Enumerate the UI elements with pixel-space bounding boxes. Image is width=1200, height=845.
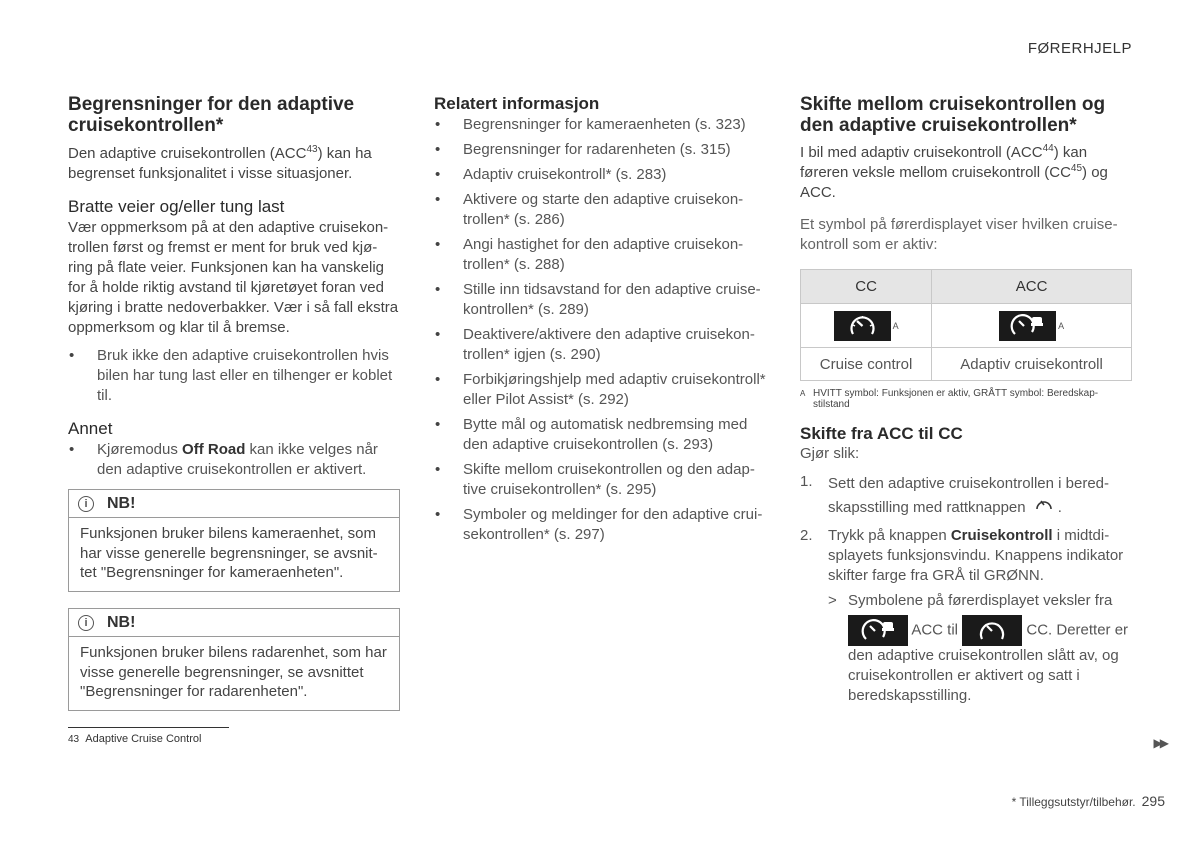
cc-gauge-icon: [834, 311, 891, 341]
heading-related-info: Relatert informasjon: [434, 94, 600, 113]
related-link[interactable]: • Begrensninger for kameraenheten (s. 323): [434, 115, 768, 135]
bullet-off-road: • Kjøremodus Off Road kan ikke velges når den adaptive cruisekontrollen er aktivert.: [68, 440, 402, 480]
intro-paragraph: I bil med adaptiv cruisekontroll (ACC$^{44}$) kan føreren veksle mellom cruisekontroll (CC$^{45}$) og ACC.: [800, 143, 1108, 201]
table-cell-cc-icon: A: [801, 304, 932, 348]
cc-acc-table: [800, 269, 1132, 381]
column-related-info: [434, 94, 768, 545]
table-cell-acc-icon: A: [932, 304, 1132, 348]
related-link[interactable]: • Bytte mål og automatisk nedbremsing med den adaptive cruisekontrollen (s. 293): [434, 415, 768, 455]
page-number: 295: [1141, 793, 1165, 809]
related-link[interactable]: • Begrensninger for radarenheten (s. 315): [434, 140, 768, 160]
section-header: FØRERHJELP: [1027, 40, 1132, 57]
heading-limitations: Begrensninger for den adaptive cruisekontrollen*: [68, 94, 355, 136]
page-footer: * Tilleggsutstyr/tilbehør. 295: [1011, 793, 1165, 809]
bullet-heavy-load: • Bruk ikke den adaptive cruisekontrollen hvis bilen har tung last eller en tilhenger er koblet til.: [68, 346, 402, 406]
note-radar: [68, 608, 400, 711]
table-footnote: A HVITT symbol: Funksjonen er aktiv, GRÅTT symbol: Beredskap-stilstand: [800, 388, 1099, 410]
column-limitations: [68, 94, 402, 700]
table-header-acc: ACC: [932, 270, 1132, 304]
column-switching: [800, 94, 1134, 706]
footnote-divider: [68, 727, 229, 728]
table-header-cc: CC: [801, 270, 932, 304]
table-label-cc: Cruise control: [801, 348, 932, 381]
symbol-paragraph: Et symbol på førerdisplayet viser hvilken cruise-kontroll som er aktiv:: [800, 216, 1118, 253]
note-text: Funksjonen bruker bilens radarenhet, som har visse generelle begrensninger, se avsnittet "Begrensninger for radarenheten".: [80, 644, 387, 700]
related-link[interactable]: • Deaktivere/aktivere den adaptive cruisekon-trollen* igjen (s. 290): [434, 325, 768, 365]
heading-steep-roads: Bratte veier og/eller tung last: [68, 197, 285, 216]
note-camera: [68, 489, 400, 592]
cc-gauge-icon: [962, 615, 1022, 646]
acc-gauge-car-icon: [848, 615, 908, 646]
heading-acc-to-cc: Skifte fra ACC til CC: [800, 424, 963, 443]
note-text: Funksjonen bruker bilens kameraenhet, som har visse generelle begrensninger, se avsnit-tet "Begrensninger for kameraenheten".: [80, 525, 378, 581]
note-header: i NB!: [69, 490, 399, 518]
steep-paragraph: Vær oppmerksom på at den adaptive cruisekon-trollen først og fremst er ment for bruk ved kjø-ring på flate veier. Funksjonen kan ha vanskelig for å holde riktig avstand til kjøretøyet foran ved kjøring i bratte nedoverbakker. Vær i så fall ekstra oppmerksom og klar til å bremse.: [68, 219, 399, 336]
heading-other: Annet: [68, 419, 113, 438]
do-this-label: Gjør slik:: [800, 445, 860, 462]
related-link[interactable]: • Aktivere og starte den adaptive cruisekon-trollen* (s. 286): [434, 190, 768, 230]
intro-paragraph: Den adaptive cruisekontrollen (ACC$^{43}$) kan ha begrenset funksjonalitet i visse situasjoner.: [68, 144, 372, 182]
related-link[interactable]: • Forbikjøringshjelp med adaptiv cruisekontroll* eller Pilot Assist* (s. 292): [434, 370, 768, 410]
related-link[interactable]: • Symboler og meldinger for den adaptive crui-sekontrollen* (s. 297): [434, 505, 768, 545]
related-link[interactable]: • Angi hastighet for den adaptive cruisekon-trollen* (s. 288): [434, 235, 768, 275]
related-link[interactable]: • Skifte mellom cruisekontrollen og den adap-tive cruisekontrollen* (s. 295): [434, 460, 768, 500]
related-link[interactable]: • Adaptiv cruisekontroll* (s. 283): [434, 165, 768, 185]
related-links-list: [434, 115, 768, 545]
double-arrow-right-icon[interactable]: ▶▶: [1153, 736, 1166, 750]
info-icon: i: [78, 615, 94, 631]
note-header: i NB!: [69, 609, 399, 637]
step-result: > Symbolene på førerdisplayet veksler fra ACC til CC. Deretter er den adaptive cruisekontrollen slått av, og cruisekontrollen er aktivert og satt i beredskapsstilling.: [828, 591, 1134, 706]
acc-gauge-car-icon: [999, 311, 1056, 341]
footnote: 43 Adaptive Cruise Control: [68, 733, 202, 745]
steering-wheel-button-icon: [1034, 496, 1054, 520]
table-label-acc: Adaptiv cruisekontroll: [932, 348, 1132, 381]
related-link[interactable]: • Stille inn tidsavstand for den adaptive cruise-kontrollen* (s. 289): [434, 280, 768, 320]
heading-switching: Skifte mellom cruisekontrollen og den adaptive cruisekontrollen*: [800, 94, 1106, 136]
result-icons-line: ACC til CC. Deretter er den adaptive cruisekontrollen slått av, og cruisekontrollen er aktivert og satt i beredskapsstilling.: [848, 615, 1134, 706]
step-1: 1. Sett den adaptive cruisekontrollen i bered-skapsstilling med rattknappen .: [800, 472, 1134, 520]
info-icon: i: [78, 496, 94, 512]
step-2: 2. Trykk på knappen Cruisekontroll i midtdi-splayets funksjonsvindu. Knappens indikator skifter farge fra GRÅ til GRØNN.: [800, 527, 1124, 585]
